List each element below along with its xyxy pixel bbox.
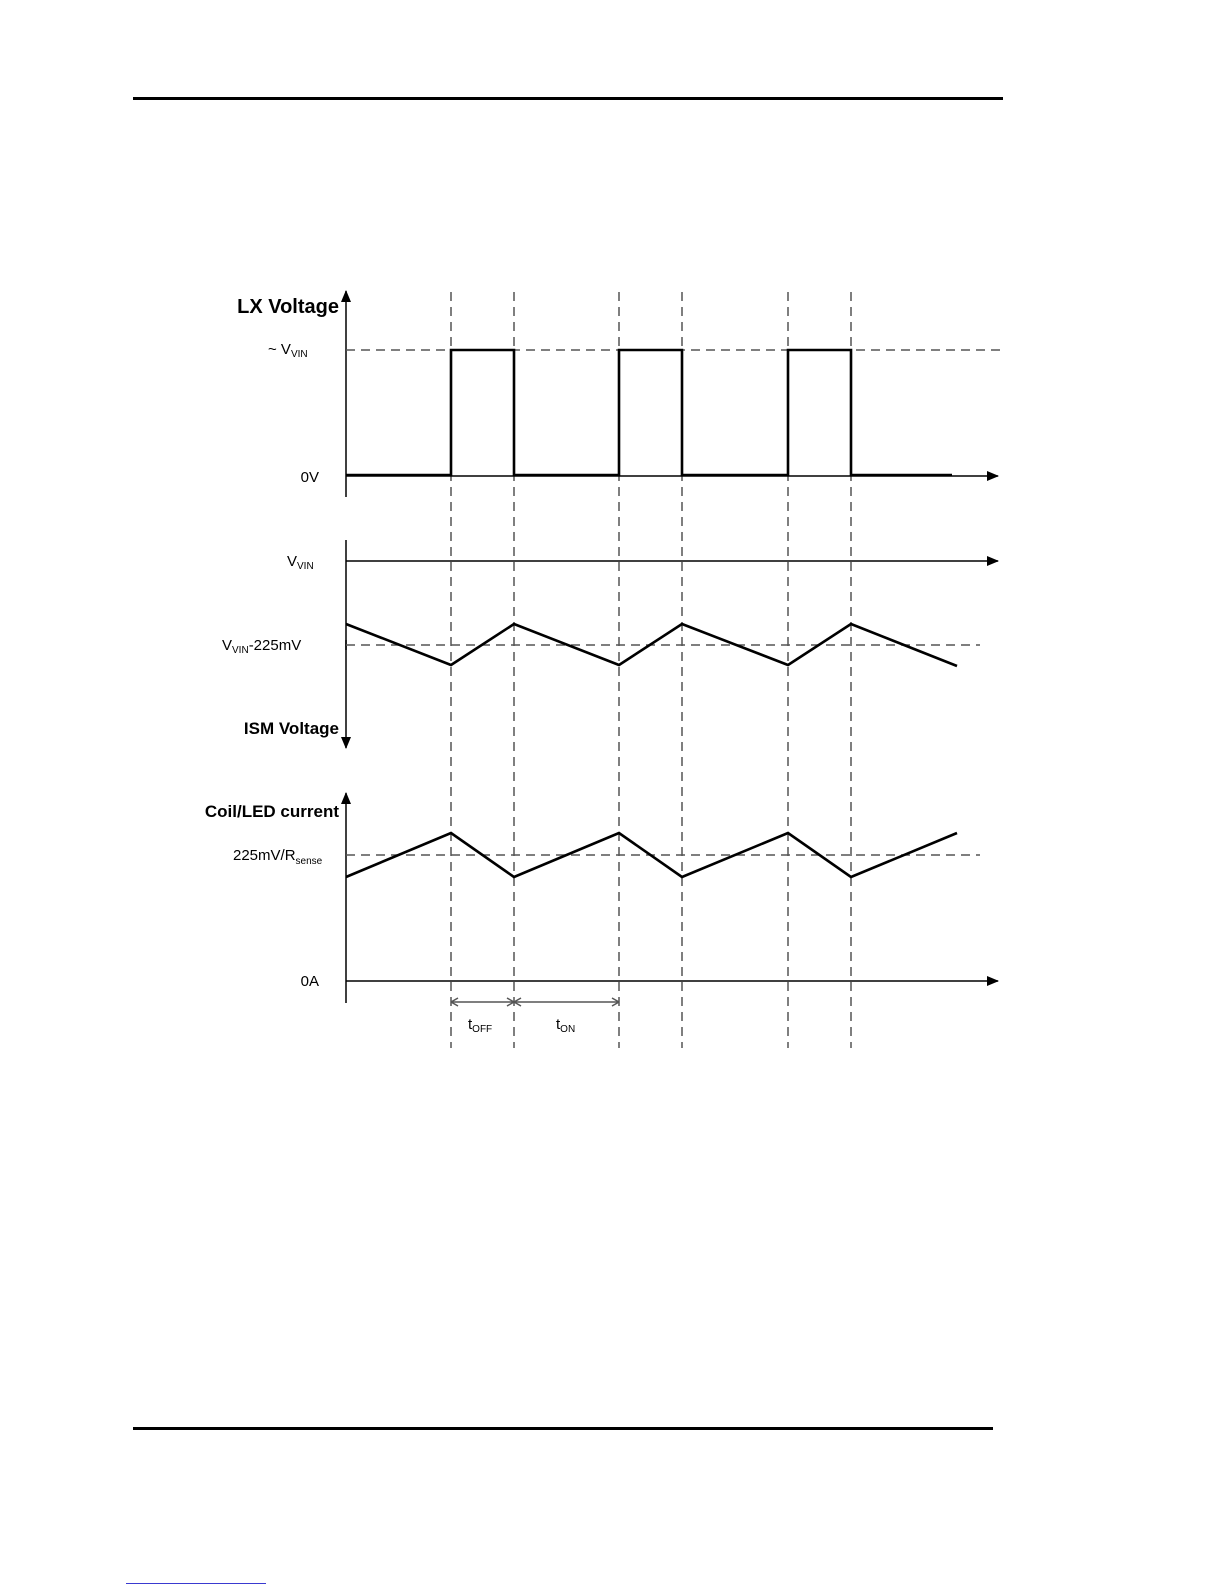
- ism-vvin-label: $V_{VIN}$: [287, 553, 314, 572]
- timing-annotations: [451, 998, 619, 1035]
- lx-voltage-panel: [237, 291, 1005, 497]
- coil-sense-label: $225mV/R_{sense}$: [233, 847, 323, 867]
- lx-vvin-label: ~ $V_{VIN}$: [268, 341, 308, 360]
- lx-title: LX Voltage: [237, 296, 339, 318]
- ton-label: $t_{ON}$: [556, 1016, 576, 1035]
- ism-voltage-panel: [222, 540, 998, 748]
- toff-label: $t_{OFF}$: [468, 1016, 493, 1035]
- lx-square-wave: [346, 350, 952, 475]
- ism-225mv-label: $V_{VIN}-225mV$: [222, 637, 302, 656]
- lx-zero-label: 0V: [300, 469, 319, 486]
- coil-zero-label: 0A: [300, 973, 319, 990]
- ism-title: ISM Voltage: [243, 719, 339, 738]
- timing-dashed-lines: [451, 292, 851, 1048]
- coil-current-panel: [205, 793, 998, 1003]
- coil-title: Coil/LED current: [204, 802, 339, 821]
